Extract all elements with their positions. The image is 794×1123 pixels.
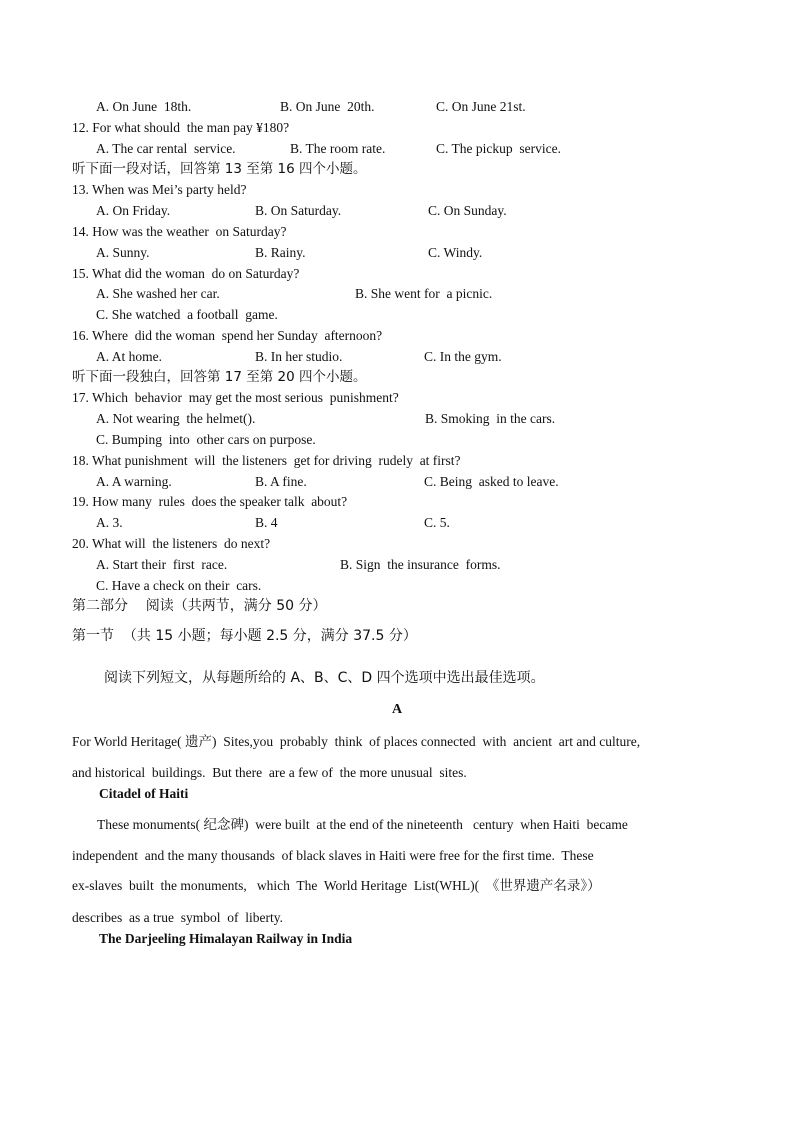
q18-option-b: B. A fine. bbox=[255, 474, 307, 489]
q12-option-a: A. The car rental service. bbox=[96, 141, 236, 156]
q15-option-c: C. She watched a football game. bbox=[96, 307, 278, 322]
reading-instructions: 阅读下列短文，从每题所给的 A、B、C、D 四个选项中选出最佳选项。 bbox=[104, 670, 545, 686]
passage-label: A bbox=[391, 702, 403, 717]
haiti-line-4: describes as a true symbol of liberty. bbox=[72, 910, 283, 925]
q11-option-b: B. On June 20th. bbox=[280, 99, 375, 114]
q17-option-a: A. Not wearing the helmet(). bbox=[96, 411, 256, 426]
q20-stem: 20. What will the listeners do next? bbox=[72, 536, 271, 551]
q13-stem: 13. When was Mei’s party held? bbox=[72, 182, 247, 197]
q16-option-a: A. At home. bbox=[96, 349, 162, 364]
haiti-line-1: These monuments( 纪念碑) were built at the end of the nineteenth century when Haiti became bbox=[97, 817, 628, 832]
q11-option-c: C. On June 21st. bbox=[436, 99, 526, 114]
q14-stem: 14. How was the weather on Saturday? bbox=[72, 224, 287, 239]
haiti-line-3: ex-slaves built the monuments, which The World Heritage List(WHL)( 《世界遗产名录》） bbox=[72, 878, 601, 893]
passage-intro-line-2: and historical buildings. But there are a few of the more unusual sites. bbox=[72, 765, 467, 780]
q19-stem: 19. How many rules does the speaker talk about? bbox=[72, 494, 348, 509]
q14-option-b: B. Rainy. bbox=[255, 245, 306, 260]
subheading-darjeeling-railway: The Darjeeling Himalayan Railway in India bbox=[99, 931, 353, 946]
q20-option-b: B. Sign the insurance forms. bbox=[340, 557, 501, 572]
q16-stem: 16. Where did the woman spend her Sunday afternoon? bbox=[72, 328, 383, 343]
q17-option-b: B. Smoking in the cars. bbox=[425, 411, 556, 426]
q14-option-a: A. Sunny. bbox=[96, 245, 150, 260]
q13-option-a: A. On Friday. bbox=[96, 203, 171, 218]
q13-option-c: C. On Sunday. bbox=[428, 203, 507, 218]
q16-option-b: B. In her studio. bbox=[255, 349, 343, 364]
q20-option-a: A. Start their first race. bbox=[96, 557, 228, 572]
q17-option-c: C. Bumping into other cars on purpose. bbox=[96, 432, 316, 447]
q19-option-a: A. 3. bbox=[96, 515, 123, 530]
instruction-17-20: 听下面一段独白，回答第 17 至第 20 四个小题。 bbox=[72, 369, 367, 385]
q16-option-c: C. In the gym. bbox=[424, 349, 502, 364]
instruction-13-16: 听下面一段对话，回答第 13 至第 16 四个小题。 bbox=[72, 161, 367, 177]
q19-option-c: C. 5. bbox=[424, 515, 450, 530]
q19-option-b: B. 4 bbox=[255, 515, 278, 530]
passage-intro-line-1: For World Heritage( 遗产) Sites,you probably think of places connected with ancient art and culture, bbox=[72, 734, 641, 749]
q18-stem: 18. What punishment will the listeners get for driving rudely at first? bbox=[72, 453, 461, 468]
q20-option-c: C. Have a check on their cars. bbox=[96, 578, 262, 593]
q15-stem: 15. What did the woman do on Saturday? bbox=[72, 266, 300, 281]
q12-option-b: B. The room rate. bbox=[290, 141, 386, 156]
part-two-heading: 第二部分 阅读（共两节，满分 50 分） bbox=[72, 598, 327, 614]
q12-stem: 12. For what should the man pay ¥180? bbox=[72, 120, 290, 135]
q18-option-a: A. A warning. bbox=[96, 474, 172, 489]
subheading-citadel-of-haiti: Citadel of Haiti bbox=[99, 786, 189, 801]
haiti-line-2: independent and the many thousands of black slaves in Haiti were free for the first time. These bbox=[72, 848, 594, 863]
q18-option-c: C. Being asked to leave. bbox=[424, 474, 559, 489]
q12-option-c: C. The pickup service. bbox=[436, 141, 561, 156]
q17-stem: 17. Which behavior may get the most serious punishment? bbox=[72, 390, 399, 405]
section-one-heading: 第一节 （共 15 小题；每小题 2.5 分，满分 37.5 分） bbox=[72, 628, 417, 644]
q15-option-b: B. She went for a picnic. bbox=[355, 286, 493, 301]
q11-option-a: A. On June 18th. bbox=[96, 99, 192, 114]
q13-option-b: B. On Saturday. bbox=[255, 203, 342, 218]
q14-option-c: C. Windy. bbox=[428, 245, 483, 260]
q15-option-a: A. She washed her car. bbox=[96, 286, 220, 301]
